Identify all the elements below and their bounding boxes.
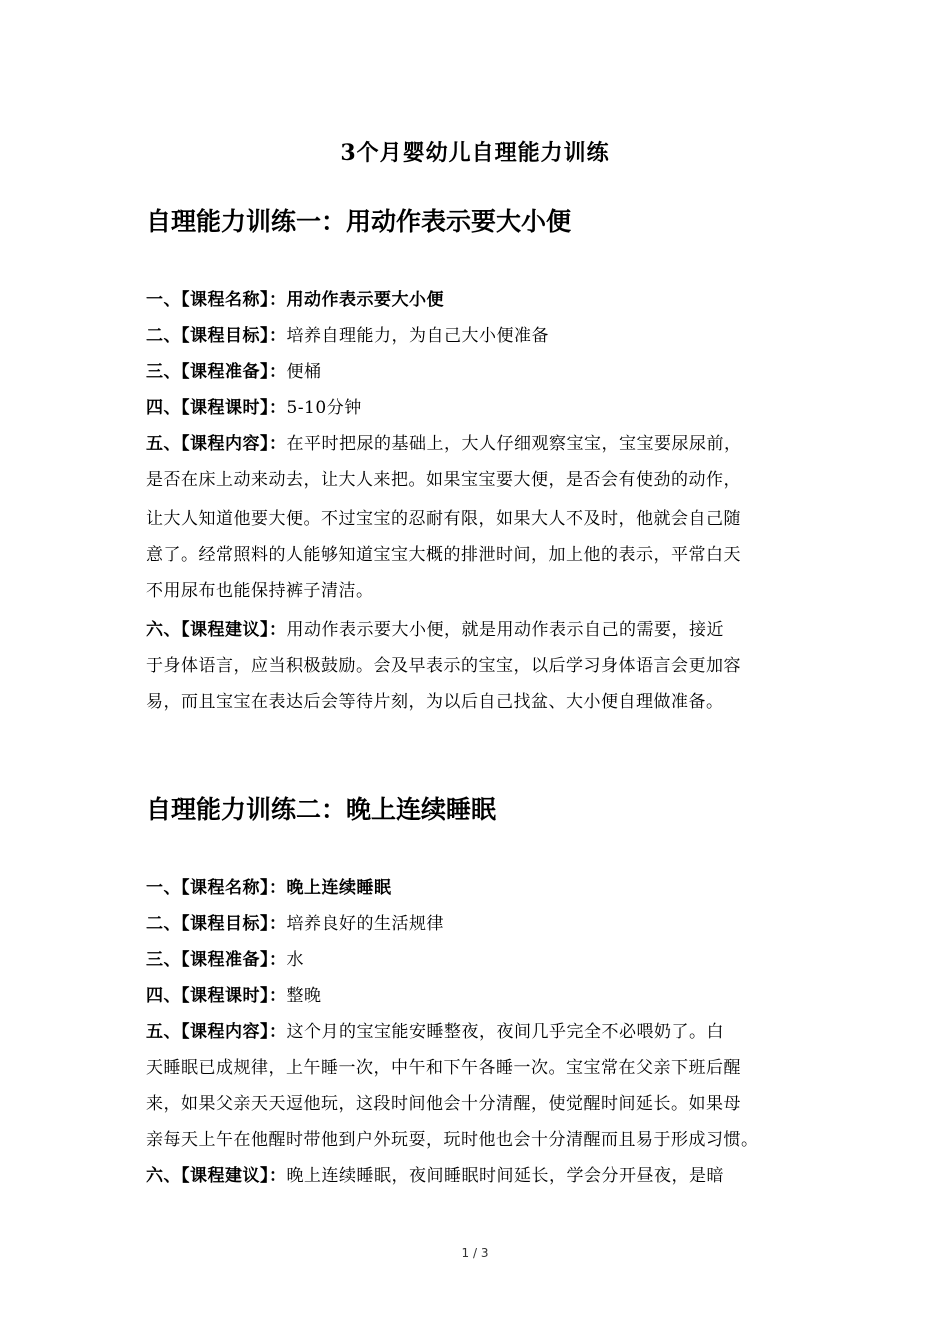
s2-content-line-2: 天睡眠已成规律，上午睡一次，中午和下午各睡一次。宝宝常在父亲下班后醒 [146, 1058, 741, 1078]
s1-course-prep-value: 便桶 [286, 362, 322, 382]
s1-content-line-3: 让大人知道他要大便。不过宝宝的忍耐有限，如果大人不及时，他就会自己随 [146, 509, 741, 529]
s2-course-prep-label: 三、【课程准备】： [146, 950, 287, 970]
s2-course-duration-value: 整晚 [286, 986, 322, 1006]
s2-course-prep-value: 水 [286, 950, 304, 970]
s1-course-goal-value: 培养自理能力，为自己大小便准备 [286, 326, 549, 346]
s1-course-content-text: 在平时把尿的基础上，大人仔细观察宝宝，宝宝要尿尿前， [286, 434, 742, 454]
s1-course-duration [146, 390, 826, 426]
s1-course-goal [146, 318, 826, 354]
s1-course-advice-label: 六、【课程建议】： [146, 620, 287, 640]
s2-content-line-3: 来，如果父亲天天逗他玩，这段时间他会十分清醒，使觉醒时间延长。如果母 [146, 1094, 741, 1114]
page-number: 1 / 3 [461, 1246, 489, 1260]
document-title: 3个月婴幼儿自理能力训练 [340, 140, 610, 166]
s2-course-content-text: 这个月的宝宝能安睡整夜，夜间几乎完全不必喂奶了。白 [286, 1022, 724, 1042]
s2-course-advice-text: 晚上连续睡眠，夜间睡眠时间延长，学会分开昼夜，是暗 [286, 1166, 724, 1186]
s2-content-line-4: 亲每天上午在他醒时带他到户外玩耍，玩时他也会十分清醒而且易于形成习惯。 [146, 1130, 759, 1150]
s1-course-advice [146, 612, 826, 648]
s2-course-goal-label: 二、【课程目标】： [146, 914, 287, 934]
s2-course-goal [146, 906, 826, 942]
s1-content-line-2: 是否在床上动来动去，让大人来把。如果宝宝要大便，是否会有使劲的动作， [146, 470, 741, 490]
s2-course-name-label: 一、【课程名称】： [146, 878, 287, 898]
section-2-heading: 自理能力训练二：晚上连续睡眠 [146, 795, 497, 824]
s1-course-content [146, 426, 826, 462]
s2-course-name-value: 晚上连续睡眠 [286, 878, 392, 898]
s2-course-duration [146, 978, 826, 1014]
s1-course-advice-text: 用动作表示要大小便，就是用动作表示自己的需要，接近 [286, 620, 724, 640]
s1-advice-line-2: 于身体语言，应当积极鼓励。会及早表示的宝宝，以后学习身体语言会更加容 [146, 656, 741, 676]
s1-content-line-4: 意了。经常照料的人能够知道宝宝大概的排泄时间，加上他的表示，平常白天 [146, 545, 741, 565]
s1-course-prep-label: 三、【课程准备】： [146, 362, 287, 382]
s1-course-goal-label: 二、【课程目标】： [146, 326, 287, 346]
s2-course-goal-value: 培养良好的生活规律 [286, 914, 444, 934]
s1-course-name-value: 用动作表示要大小便 [286, 290, 444, 310]
s2-course-advice [146, 1158, 826, 1194]
s2-course-duration-label: 四、【课程课时】： [146, 986, 287, 1006]
s2-course-content [146, 1014, 826, 1050]
s2-course-name [146, 870, 826, 906]
s2-course-advice-label: 六、【课程建议】： [146, 1166, 287, 1186]
s1-course-prep [146, 354, 826, 390]
s1-advice-line-3: 易，而且宝宝在表达后会等待片刻，为以后自己找盆、大小便自理做准备。 [146, 692, 724, 712]
s1-course-content-label: 五、【课程内容】： [146, 434, 287, 454]
s1-course-duration-label: 四、【课程课时】： [146, 398, 287, 418]
s1-course-duration-value: 5-10分钟 [286, 398, 362, 418]
s1-course-name [146, 282, 826, 318]
section-1-heading: 自理能力训练一：用动作表示要大小便 [146, 207, 572, 236]
s1-course-name-label: 一、【课程名称】： [146, 290, 287, 310]
s1-content-line-5: 不用尿布也能保持裤子清洁。 [146, 581, 374, 601]
s2-course-content-label: 五、【课程内容】： [146, 1022, 287, 1042]
s2-course-prep [146, 942, 826, 978]
